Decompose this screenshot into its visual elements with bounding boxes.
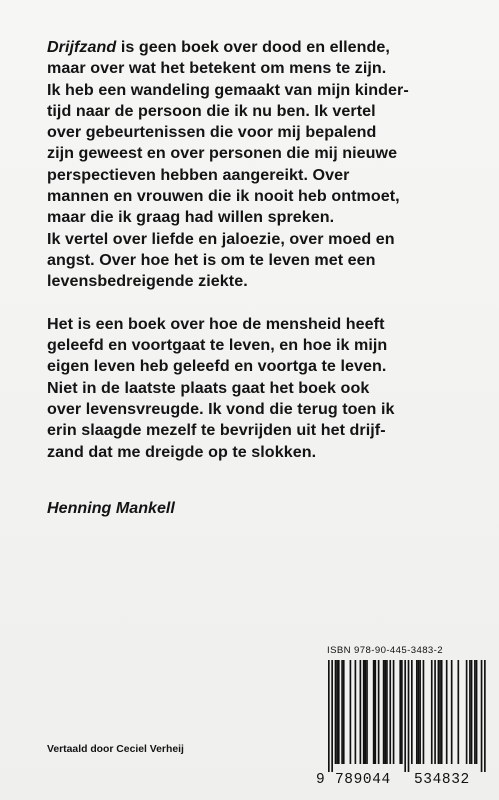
- barcode-bar: [336, 660, 338, 764]
- barcode-bar: [338, 660, 340, 764]
- barcode-bar: [476, 660, 478, 764]
- barcode-bar: [474, 660, 476, 764]
- barcode-bar: [328, 660, 330, 772]
- barcode-bar: [481, 660, 483, 772]
- barcode-bar: [469, 660, 471, 764]
- barcode-bar: [419, 660, 421, 764]
- barcode-bar: [411, 660, 413, 764]
- blurb-line: over levensvreugde. Ik vond die terug toen ik: [47, 400, 395, 419]
- author-name: Henning Mankell: [47, 499, 175, 517]
- barcode-bar: [350, 660, 352, 764]
- barcode-bars: [316, 660, 496, 772]
- barcode-bar: [360, 660, 362, 764]
- blurb-line: mannen en vrouwen die ik nooit heb ontmoet,: [47, 187, 400, 206]
- blurb-line: levensbedreigende ziekte.: [47, 272, 248, 291]
- paragraph-gap: [47, 293, 467, 314]
- blurb-line: erin slaagde mezelf te bevrijden uit het drijf-: [47, 421, 386, 440]
- blurb-line: geleefd en voortgaat te leven, en hoe ik mijn: [47, 336, 388, 355]
- barcode-bar: [418, 660, 420, 764]
- barcode-bar: [363, 660, 365, 764]
- blurb-line: perspectieven hebben aangereikt. Over: [47, 165, 350, 184]
- barcode-bar: [423, 660, 425, 764]
- barcode-first-digit: 9: [316, 772, 326, 788]
- barcode-right-group: 534832: [414, 772, 470, 788]
- barcode-bar: [416, 660, 418, 764]
- blurb-line: zand dat me dreigde op te slokken.: [47, 442, 317, 461]
- blurb-line: Het is een boek over hoe de mensheid heeft: [47, 314, 385, 333]
- blurb-line: maar over wat het betekent om mens te zijn.: [47, 59, 387, 78]
- barcode-bar: [341, 660, 343, 764]
- blurb-line: eigen leven heb geleefd en voortga te leven.: [47, 357, 387, 376]
- barcode-bar: [438, 660, 440, 764]
- translator-credit: Vertaald door Ceciel Verheij: [47, 744, 184, 755]
- barcode-bar: [471, 660, 473, 764]
- blurb-line: over gebeurtenissen die voor mij bepalend: [47, 123, 377, 142]
- barcode-bar: [365, 660, 367, 764]
- barcode-bar: [331, 660, 333, 772]
- barcode-bar: [383, 660, 385, 764]
- barcode-bar: [431, 660, 433, 764]
- blurb-line: Ik heb een wandeling gemaakt van mijn kinder-: [47, 80, 409, 99]
- barcode-bar: [408, 660, 410, 772]
- blurb-line: zijn geweest en over personen die mij nieuwe: [47, 144, 398, 163]
- barcode-bar: [384, 660, 386, 764]
- blurb-line: tijd naar de persoon die ik nu ben. Ik vertel: [47, 101, 376, 120]
- book-title: Drijfzand: [47, 38, 117, 56]
- barcode-left-group: 789044: [335, 772, 391, 788]
- barcode-bar: [343, 660, 345, 764]
- barcode-bar: [401, 660, 403, 764]
- barcode-bar: [484, 660, 486, 772]
- barcode-bar: [404, 660, 406, 772]
- barcode-bar: [457, 660, 459, 764]
- barcode-bar: [466, 660, 468, 764]
- barcode-bar: [366, 660, 368, 764]
- barcode-bar: [434, 660, 436, 764]
- barcode-bar: [399, 660, 401, 764]
- barcode-bar: [335, 660, 337, 764]
- isbn-label: ISBN 978-90-445-3483-2: [327, 645, 443, 656]
- barcode-bar: [439, 660, 441, 764]
- barcode-bar: [441, 660, 443, 764]
- blurb-line: angst. Over hoe het is om te leven met een: [47, 250, 376, 269]
- barcode-bar: [393, 660, 395, 764]
- barcode-bar: [389, 660, 391, 764]
- blurb-line: Niet in de laatste plaats gaat het boek ook: [47, 378, 370, 397]
- barcode-bar: [373, 660, 375, 764]
- blurb-line: maar die ik graag had willen spreken.: [47, 208, 335, 227]
- barcode-bar: [378, 660, 380, 764]
- barcode-bar: [355, 660, 357, 764]
- barcode-bar: [374, 660, 376, 764]
- barcode-bar: [446, 660, 448, 764]
- barcode-bar: [386, 660, 388, 764]
- barcode: [316, 660, 496, 790]
- blurb-line: Ik vertel over liefde en jaloezie, over moed en: [47, 229, 395, 248]
- blurb-line: Drijfzand is geen boek over dood en ellende,: [47, 38, 390, 56]
- barcode-bar: [451, 660, 453, 764]
- blurb-text: [47, 37, 467, 463]
